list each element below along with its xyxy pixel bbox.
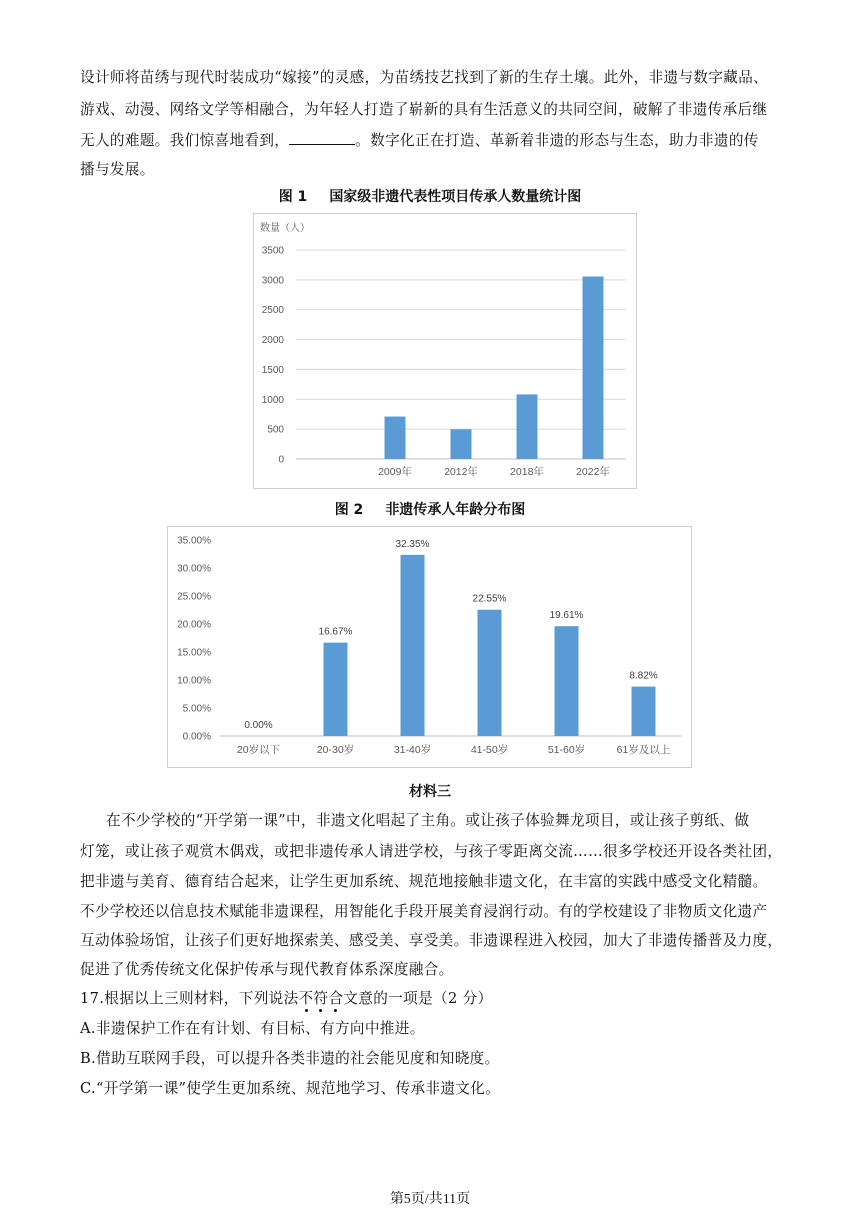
material-3-line-5: 互动体验场馆，让孩子们更好地探索美、感受美、享受美。非遗课程进入校园，加大了非遗传播普及力度，	[80, 932, 783, 949]
y-tick-label: 35.00%	[177, 535, 211, 547]
x-tick-label: 2012年	[444, 466, 478, 478]
x-tick-label: 41-50岁	[470, 744, 509, 756]
x-tick-label: 2022年	[576, 466, 610, 478]
chart-2-plot	[168, 527, 691, 767]
x-tick-label: 2009年	[378, 466, 412, 478]
question-stem-end: 文意的一项是（2 分）	[343, 990, 493, 1007]
bar	[324, 643, 348, 736]
intro-line-3-start: 无人的难题。我们惊喜地看到，	[80, 132, 290, 149]
chart-1-plot	[254, 214, 636, 488]
figure-2-caption: 非遗传承人年龄分布图	[385, 502, 526, 518]
y-tick-label: 3500	[261, 245, 284, 257]
y-axis-title: 数量（人）	[260, 223, 310, 234]
data-label: 22.55%	[472, 593, 507, 605]
y-tick-label: 30.00%	[177, 563, 211, 575]
material-3-line-4: 不少学校还以信息技术赋能非遗课程，用智能化手段开展美育浸润行动。有的学校建设了非物质文化遗产	[80, 903, 768, 920]
data-label: 8.82%	[629, 670, 658, 682]
question-17-stem	[80, 987, 493, 1008]
question-stem-start: 17.根据以上三则材料，下列说法	[80, 990, 299, 1007]
chart-2-frame	[167, 526, 692, 768]
y-tick-label: 5.00%	[182, 703, 211, 715]
y-tick-label: 10.00%	[177, 675, 211, 687]
figure-1-caption: 国家级非遗代表性项目传承人数量统计图	[329, 189, 582, 205]
emphasis-char-2: 符	[313, 990, 329, 1007]
y-tick-label: 3000	[261, 275, 284, 287]
page-footer: 第5页/共11页	[389, 1192, 471, 1207]
emphasis-char-3: 合	[328, 990, 344, 1007]
intro-line-2: 游戏、动漫、网络文学等相融合，为年轻人打造了崭新的具有生活意义的共同空间，破解了非遗传承后继	[80, 101, 768, 118]
bar	[401, 555, 425, 736]
bar	[385, 417, 406, 459]
x-tick-label: 2018年	[510, 466, 544, 478]
fill-in-blank[interactable]	[289, 133, 355, 145]
figure-1-title	[0, 186, 860, 206]
x-tick-label: 31-40岁	[393, 744, 432, 756]
material-3-line-6: 促进了优秀传统文化保护传承与现代教育体系深度融合。	[80, 961, 454, 978]
emphasis-char-1: 不	[298, 990, 314, 1007]
chart-1-frame	[253, 213, 637, 489]
x-tick-label: 20-30岁	[316, 744, 355, 756]
data-label: 0.00%	[244, 720, 273, 731]
intro-line-3	[80, 129, 759, 150]
y-tick-label: 1500	[261, 364, 284, 376]
y-tick-label: 500	[267, 424, 284, 436]
material-3-heading: 材料三	[409, 784, 451, 800]
intro-line-4: 播与发展。	[80, 161, 155, 178]
x-tick-label: 51-60岁	[547, 744, 586, 756]
y-tick-label: 0	[278, 454, 284, 466]
y-tick-label: 2500	[261, 305, 284, 317]
intro-line-3-end: 。数字化正在打造、革新着非遗的形态与生态，助力非遗的传	[355, 132, 759, 149]
bar	[451, 429, 472, 459]
x-tick-label: 61岁及以上	[616, 744, 671, 756]
material-3-line-1: 在不少学校的“开学第一课”中，非遗文化唱起了主角。或让孩子体验舞龙项目，或让孩子剪纸、做	[106, 812, 750, 829]
bar	[517, 394, 538, 459]
x-tick-label: 20岁以下	[236, 744, 281, 756]
bar	[632, 687, 656, 736]
y-tick-label: 0.00%	[182, 731, 211, 743]
bar	[583, 276, 604, 459]
y-tick-label: 1000	[261, 394, 284, 406]
material-3-line-2: 灯笼，或让孩子观赏木偶戏，或把非遗传承人请进学校，与孩子零距离交流……很多学校还开设各类社团，	[80, 843, 783, 860]
y-tick-label: 25.00%	[177, 591, 211, 603]
figure-2-title	[0, 499, 860, 519]
bar	[555, 626, 579, 736]
figure-2-number: 图 2	[334, 502, 364, 518]
data-label: 32.35%	[395, 538, 430, 550]
y-tick-label: 15.00%	[177, 647, 211, 659]
y-tick-label: 2000	[261, 335, 284, 347]
y-tick-label: 20.00%	[177, 619, 211, 631]
option-b[interactable]: B.借助互联网手段，可以提升各类非遗的社会能见度和知晓度。	[80, 1050, 500, 1067]
option-a[interactable]: A.非遗保护工作在有计划、有目标、有方向中推进。	[80, 1020, 425, 1037]
material-3-line-3: 把非遗与美育、德育结合起来，让学生更加系统、规范地接触非遗文化，在丰富的实践中感受文化精髓。	[80, 873, 768, 890]
bar	[478, 610, 502, 736]
figure-1-number: 图 1	[278, 189, 308, 205]
option-c[interactable]: C.“开学第一课”使学生更加系统、规范地学习、传承非遗文化。	[80, 1080, 501, 1097]
data-label: 16.67%	[318, 626, 353, 638]
data-label: 19.61%	[549, 610, 584, 622]
intro-line-1: 设计师将苗绣与现代时装成功“嫁接”的灵感，为苗绣技艺找到了新的生存土壤。此外，非遗与数字藏品、	[80, 69, 769, 86]
